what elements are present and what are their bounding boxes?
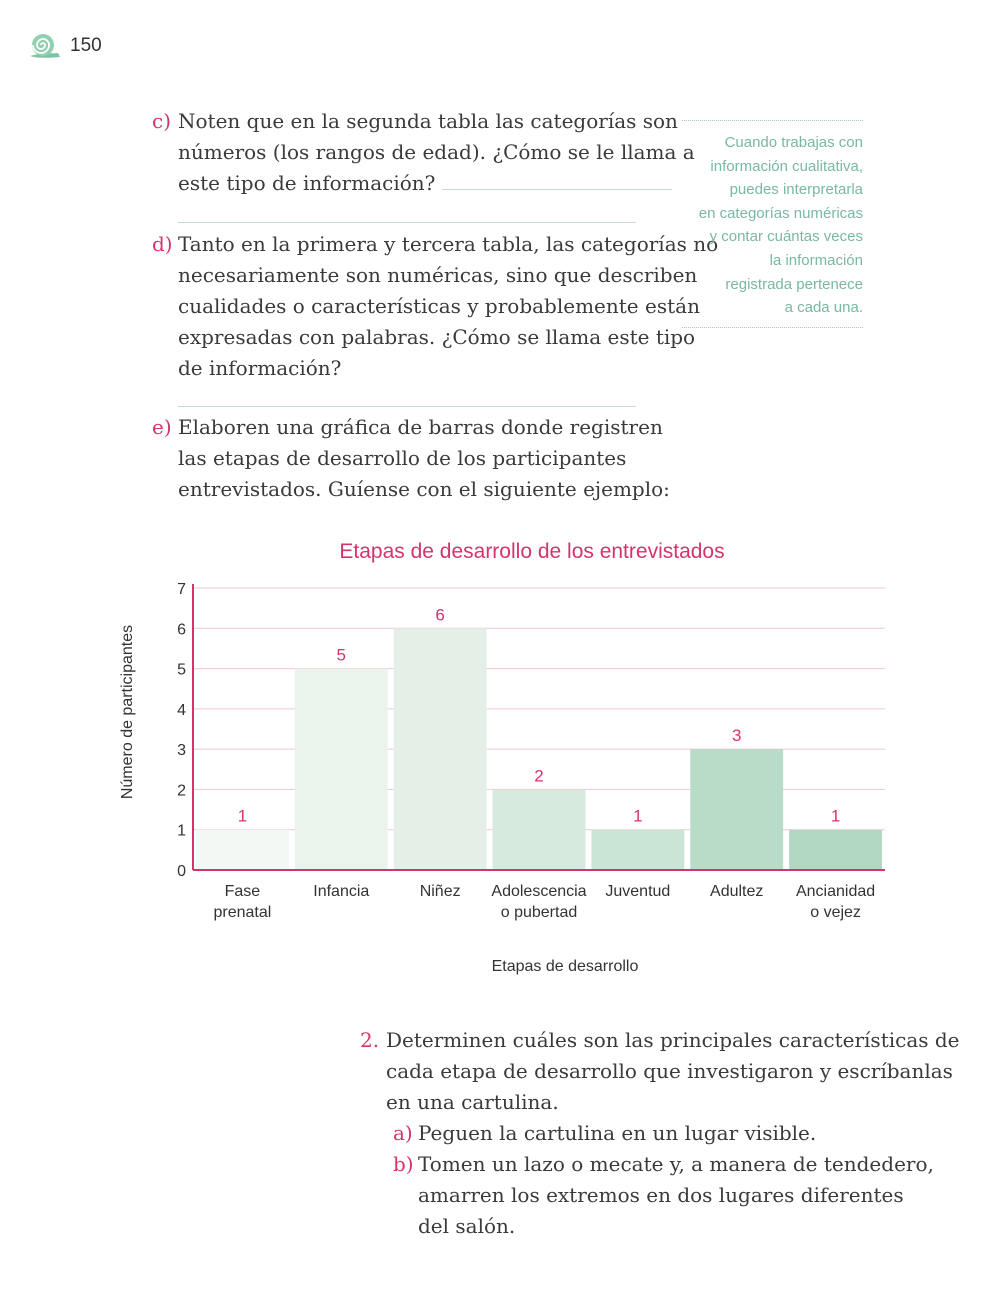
y-tick-label: 0 [177, 863, 186, 880]
bar [196, 830, 289, 870]
question-d-line: cualidades o características y probablemente están [178, 294, 700, 318]
side-note-line: en categorías numéricas [698, 204, 863, 222]
y-tick-label: 4 [177, 701, 186, 719]
answer-line-inline[interactable] [442, 173, 672, 190]
side-note-line: información cualitativa, [710, 157, 863, 175]
question-2-line: cada etapa de desarrollo que investigaron y escríbanlas [386, 1059, 953, 1083]
y-axis-label: Número de participantes [119, 624, 136, 800]
question-2-item-b-line: Tomen un lazo o mecate y, a manera de tendedero, [418, 1152, 934, 1176]
question-c-line: números (los rangos de edad). ¿Cómo se le llama a [178, 140, 695, 164]
question-d-letter: d) [152, 232, 173, 256]
y-tick-label: 3 [177, 742, 186, 760]
question-2 [360, 1025, 960, 1118]
y-tick-label: 2 [177, 782, 186, 800]
page-number: 150 [70, 35, 102, 56]
question-e [152, 412, 670, 505]
question-d-line: Tanto en la primera y tercera tabla, las categorías no [178, 232, 719, 256]
bar [394, 628, 487, 870]
bar [789, 830, 882, 870]
side-note [682, 120, 863, 328]
y-tick-label: 7 [177, 581, 186, 598]
snail-spiral-icon [28, 32, 62, 60]
question-2-item-a [393, 1118, 817, 1149]
x-category-label: Infancia [313, 883, 370, 900]
bar-value-label: 1 [237, 806, 248, 826]
bar-value-label: 5 [336, 645, 347, 665]
answer-line-d[interactable] [178, 406, 636, 407]
question-e-line: Elaboren una gráfica de barras donde registren [178, 415, 663, 439]
y-tick-label: 1 [177, 822, 186, 840]
question-d-line: de información? [178, 356, 342, 380]
bar-value-label: 1 [633, 806, 643, 826]
question-2-item-b-line: del salón. [418, 1214, 516, 1238]
side-note-line: Cuando trabajas con [724, 134, 863, 151]
x-category-label: Adultez [710, 883, 764, 900]
question-2-item-b-line: amarren los extremos en dos lugares diferentes [418, 1183, 904, 1207]
question-2-line: en una cartulina. [386, 1090, 559, 1114]
chart-title: Etapas de desarrollo de los entrevistados [339, 540, 725, 563]
x-category-label: Juventud [605, 883, 671, 900]
question-d-line: necesariamente son numéricas, sino que describen [178, 263, 698, 287]
question-2-item-a-letter: a) [393, 1121, 413, 1145]
question-2-item-b [393, 1149, 934, 1242]
question-2-item-a-line: Peguen la cartulina en un lugar visible. [418, 1121, 817, 1145]
side-note-line: la información [769, 251, 863, 269]
x-axis-label: Etapas de desarrollo [491, 958, 639, 975]
x-category-label: o vejez [810, 904, 861, 921]
question-c-line-text: este tipo de información? [178, 171, 436, 195]
x-category-label: Adolescencia [491, 883, 587, 900]
question-d [152, 229, 719, 384]
side-note-line: registrada pertenece [725, 275, 863, 293]
question-c-line: Noten que en la segunda tabla las categorías son [178, 109, 678, 133]
question-e-line: entrevistados. Guíense con el siguiente ejemplo: [178, 477, 670, 501]
side-note-line: puedes interpretarla [729, 181, 863, 199]
bar [690, 749, 783, 870]
x-category-label: Niñez [419, 883, 461, 900]
bar [591, 830, 684, 870]
bar-value-label: 1 [830, 806, 841, 826]
question-c-letter: c) [152, 109, 172, 133]
bar-chart [100, 530, 900, 990]
question-d-line: expresadas con palabras. ¿Cómo se llama este tipo [178, 325, 696, 349]
question-c-line-last [178, 168, 695, 199]
bar-value-label: 2 [534, 766, 544, 786]
question-2-number: 2. [360, 1028, 380, 1052]
x-category-label: Fase [224, 883, 261, 900]
question-2-line: Determinen cuáles son las principales características de [386, 1028, 960, 1052]
side-note-line: y contar cuántas veces [709, 228, 863, 246]
side-note-line: a cada una. [784, 299, 863, 317]
x-category-label: prenatal [213, 904, 272, 921]
bar [493, 789, 586, 870]
page-number-badge [28, 30, 102, 62]
question-c [152, 106, 695, 199]
x-category-label: Ancianidad [795, 883, 876, 900]
bar-value-label: 3 [731, 726, 742, 746]
y-tick-label: 6 [177, 621, 186, 639]
question-e-line: las etapas de desarrollo de los participantes [178, 446, 627, 470]
bar [295, 669, 388, 870]
answer-line-c[interactable] [178, 222, 636, 223]
x-category-label: o pubertad [500, 904, 578, 921]
bar-value-label: 6 [435, 605, 445, 625]
question-e-letter: e) [152, 415, 172, 439]
question-2-item-b-letter: b) [393, 1152, 414, 1176]
y-tick-label: 5 [177, 661, 186, 679]
